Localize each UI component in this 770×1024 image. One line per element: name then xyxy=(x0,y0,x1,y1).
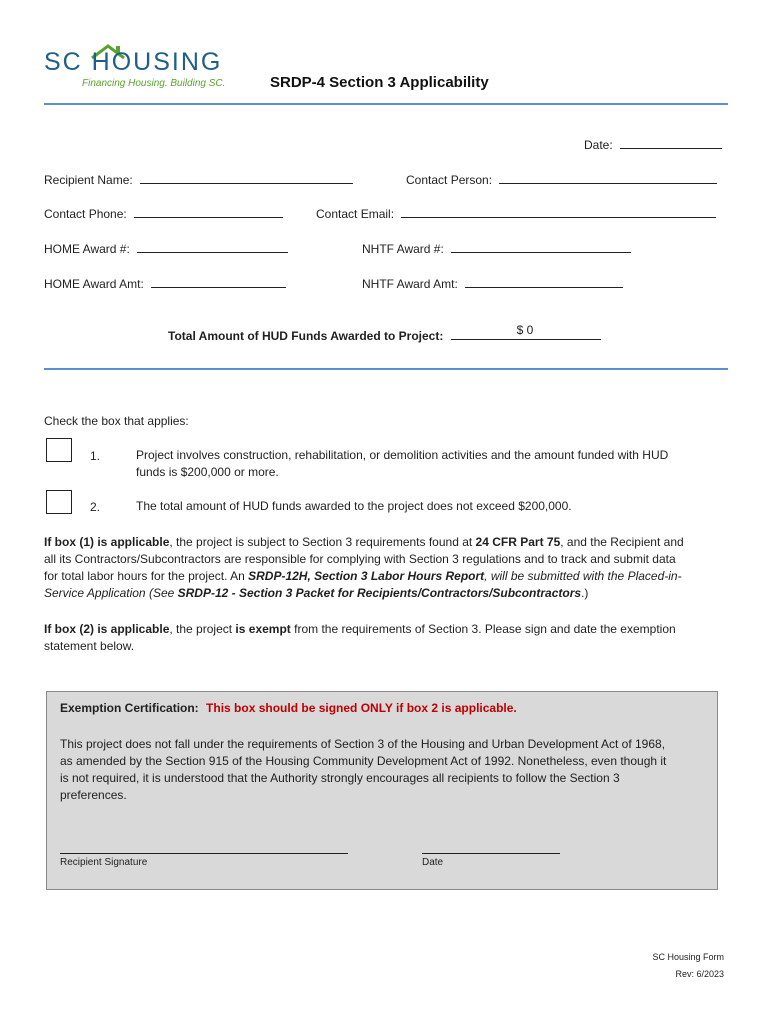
box-1-explanation xyxy=(44,534,734,602)
contact-phone-label: Contact Phone: xyxy=(44,207,127,221)
recipient-name-line[interactable] xyxy=(140,172,353,184)
recipient-name-label: Recipient Name: xyxy=(44,173,133,187)
p1-cfr-ref: 24 CFR Part 75 xyxy=(475,535,561,549)
exemption-statement xyxy=(60,736,666,804)
exemption-line-3: is not required, it is understood that the Authority strongly encourages all recipients to follow the Section 3 xyxy=(60,771,620,785)
p2-text-d: from the requirements of Section 3. Please sign and date the exemption xyxy=(290,622,676,636)
item-1-line-2: funds is $200,000 or more. xyxy=(136,465,279,479)
exemption-line-1: This project does not fall under the requirements of Section 3 of the Housing and Urban Development Act of 1968, xyxy=(60,737,666,751)
middle-divider xyxy=(44,368,728,370)
p1-packet-ref: SRDP-12 - Section 3 Packet for Recipients/Contractors/Subcontractors xyxy=(177,586,582,600)
logo-brand: SC HOUSING xyxy=(44,48,223,76)
home-award-no-field[interactable] xyxy=(44,241,288,256)
box-1-checkbox[interactable] xyxy=(46,438,72,462)
page-title: SRDP-4 Section 3 Applicability xyxy=(270,74,489,91)
nhtf-award-no-field[interactable] xyxy=(362,241,631,256)
checklist-prompt: Check the box that applies: xyxy=(44,414,189,428)
item-2-number: 2. xyxy=(90,500,101,514)
p1-text-b: , the project is subject to Section 3 requirements found at xyxy=(169,535,476,549)
p1-report-ref: SRDP-12H, Section 3 Labor Hours Report xyxy=(248,569,485,583)
total-funds-line[interactable] xyxy=(451,323,601,340)
p1-text-j: .) xyxy=(581,586,589,600)
date-label: Date: xyxy=(584,138,613,152)
total-funds-value: $ 0 xyxy=(516,323,534,337)
contact-email-label: Contact Email: xyxy=(316,207,395,221)
p2-exempt: is exempt xyxy=(235,622,291,636)
total-funds-field[interactable] xyxy=(168,323,601,343)
p1-text-g: , will be submitted with the Placed-in- xyxy=(484,569,682,583)
date-line[interactable] xyxy=(620,137,722,149)
contact-person-line[interactable] xyxy=(499,172,717,184)
contact-phone-line[interactable] xyxy=(134,206,283,218)
contact-person-label: Contact Person: xyxy=(406,173,493,187)
footer-form-name: SC Housing Form xyxy=(652,952,724,962)
item-1-number: 1. xyxy=(90,449,101,463)
home-award-amt-line[interactable] xyxy=(151,276,286,288)
exemption-certification-box xyxy=(46,691,718,890)
nhtf-award-no-line[interactable] xyxy=(451,241,631,253)
home-award-no-line[interactable] xyxy=(137,241,288,253)
p2-line-2: statement below. xyxy=(44,639,135,653)
date-label-box: Date xyxy=(422,857,444,868)
home-award-amt-field[interactable] xyxy=(44,276,286,291)
top-divider xyxy=(44,103,728,105)
box-2-explanation xyxy=(44,621,734,655)
p1-text-e: for total labor hours for the project. An xyxy=(44,569,249,583)
contact-email-field[interactable] xyxy=(316,206,716,221)
item-1-text xyxy=(136,447,668,481)
nhtf-award-amt-label: NHTF Award Amt: xyxy=(362,277,458,291)
exemption-line-2: as amended by the Section 915 of the Housing Community Development Act of 1992. Nonetheless, even though it xyxy=(60,754,667,768)
p1-line-2: all its Contractors/Subcontractors are responsible for complying with Section 3 regulations and to track and submit data xyxy=(44,552,676,566)
nhtf-award-amt-field[interactable] xyxy=(362,276,623,291)
sc-housing-logo xyxy=(44,46,224,96)
p1-text-d: , and the Recipient and xyxy=(560,535,684,549)
signature-label: Recipient Signature xyxy=(60,857,148,868)
contact-person-field[interactable] xyxy=(406,172,717,187)
nhtf-award-amt-line[interactable] xyxy=(465,276,623,288)
p1-text-h: Service Application (See xyxy=(44,586,178,600)
box-2-checkbox[interactable] xyxy=(46,490,72,514)
contact-phone-field[interactable] xyxy=(44,206,283,221)
contact-email-line[interactable] xyxy=(401,206,716,218)
total-funds-label: Total Amount of HUD Funds Awarded to Project: xyxy=(168,329,444,343)
item-2-text: The total amount of HUD funds awarded to the project does not exceed $200,000. xyxy=(136,499,572,513)
exemption-heading-row xyxy=(60,701,517,715)
logo-tagline: Financing Housing. Building SC. xyxy=(82,78,226,89)
p1-lead: If box (1) is applicable xyxy=(44,535,170,549)
signature-line[interactable] xyxy=(60,853,348,854)
footer-revision: Rev: 6/2023 xyxy=(675,969,724,979)
home-award-no-label: HOME Award #: xyxy=(44,242,130,256)
exemption-line-4: preferences. xyxy=(60,788,127,802)
home-award-amt-label: HOME Award Amt: xyxy=(44,277,144,291)
recipient-name-field[interactable] xyxy=(44,172,353,187)
exemption-warning: This box should be signed ONLY if box 2 is applicable. xyxy=(206,701,517,715)
p2-lead: If box (2) is applicable xyxy=(44,622,170,636)
nhtf-award-no-label: NHTF Award #: xyxy=(362,242,444,256)
date-field[interactable] xyxy=(584,137,722,152)
date-signature-line[interactable] xyxy=(422,853,560,854)
exemption-heading: Exemption Certification: xyxy=(60,701,199,715)
p2-text-b: , the project xyxy=(169,622,236,636)
item-1-line-1: Project involves construction, rehabilitation, or demolition activities and the amount funded with HUD xyxy=(136,448,669,462)
